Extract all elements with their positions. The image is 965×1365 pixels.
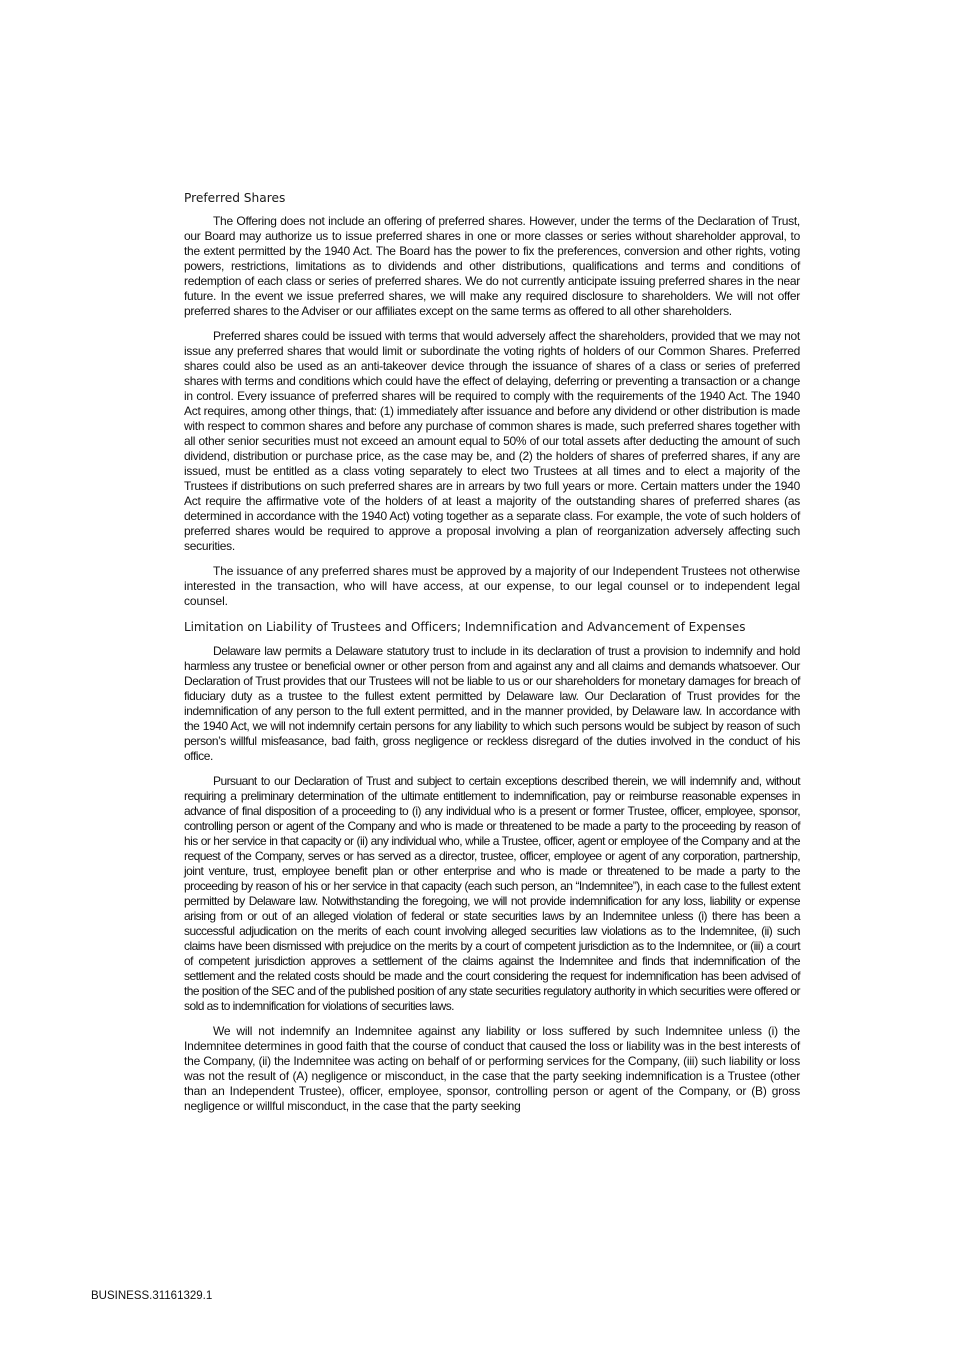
paragraph: Preferred shares could be issued with terms that would adversely affect the shareholders, provided that we may not issue any preferred shares that would limit or subordinate the voting rights of holders of our Common Shares. Preferred shares could also be used as an anti-takeover device through the issuance of shares of a class or series of preferred shares with terms and conditions which could have the effect of delaying, deferring or preventing a transaction or a change in control. Every issuance of preferred shares will be required to comply with the requirements of the 1940 Act. The 1940 Act requires, among other things, that: (1) immediately after issuance and before any dividend or other distribution is made with respect to common shares and before any purchase of common shares is made, such preferred shares together with all other senior securities must not exceed an amount equal to 50% of our total assets after deducting the amount of such dividend, distribution or purchase price, as the case may be, and (2) the holders of shares of preferred shares, if any are issued, must be entitled as a class voting separately to elect two Trustees at all times and to elect a majority of the Trustees if distributions on such preferred shares are in arrears by two full years or more. Certain matters under the 1940 Act require the affirmative vote of the holders of at least a majority of the outstanding shares of preferred shares (as determined in accordance with the 1940 Act) voting together as a separate class. For example, the vote of such holders of preferred shares would be required to approve a proposal involving a plan of reorganization adversely affecting such securities. <box>184 329 800 553</box>
paragraph: The issuance of any preferred shares must be approved by a majority of our Independent Trustees not otherwise interested in the transaction, who will have access, at our expense, to our legal counsel or to independent legal counsel. <box>184 564 800 608</box>
section-heading-limitation-on-liability: Limitation on Liability of Trustees and Officers; Indemnification and Advancement of Expenses <box>184 620 746 634</box>
paragraph: The Offering does not include an offering of preferred shares. However, under the terms of the Declaration of Trust, our Board may authorize us to issue preferred shares in one or more classes or series without shareholder approval, to the extent permitted by the 1940 Act. The Board has the power to fix the preferences, conversion and other rights, voting powers, restrictions, limitations as to dividends and other distributions, qualifications and terms and conditions of redemption of each class or series of preferred shares. We do not currently anticipate issuing preferred shares in the near future. In the event we issue preferred shares, we will make any required disclosure to shareholders. We will not offer preferred shares to the Adviser or our affiliates except on the same terms as offered to all other shareholders. <box>184 214 800 318</box>
paragraph: Pursuant to our Declaration of Trust and subject to certain exceptions described therein, we will indemnify and, without requiring a preliminary determination of the ultimate entitlement to indemnification, pay or reimburse reasonable expenses in advance of final disposition of a proceeding to (i) any individual who is a present or former Trustee, officer, employee, sponsor, controlling person or agent of the Company and who is made or threatened to be made a party to the proceeding by reason of his or her service in that capacity or (ii) any individual who, while a Trustee, officer, agent or employee of the Company and at the request of the Company, serves or has served as a director, trustee, officer, employee or agent of any corporation, partnership, joint venture, trust, employee benefit plan or other enterprise and who is made or threatened to be made a party to the proceeding by reason of his or her service in that capacity (each such person, an “Indemnitee”), in each case to the fullest extent permitted by Delaware law. Notwithstanding the foregoing, we will not provide indemnification for any loss, liability or expense arising from or out of an alleged violation of federal or state securities laws by an Indemnitee unless (i) there has been a successful adjudication on the merits of each count involving alleged securities law violations as to the Indemnitee, (ii) such claims have been dismissed with prejudice on the merits by a court of competent jurisdiction as to the Indemnitee, or (iii) a court of competent jurisdiction approves a settlement of the claims against the Indemnitee and finds that indemnification of the settlement and the related costs should be made and the court considering the request for indemnification has been advised of the position of the SEC and of the published position of any state securities regulatory authority in which securities were offered or sold as to indemnification for violations of securities laws. <box>184 774 800 1013</box>
document-body <box>184 190 800 1124</box>
paragraph: Delaware law permits a Delaware statutory trust to include in its declaration of trust a provision to indemnify and hold harmless any trustee or beneficial owner or other person from and against any and all claims and demands whatsoever. Our Declaration of Trust provides that our Trustees will not be liable to us or our shareholders for monetary damages for breach of fiduciary duty as a trustee to the fullest extent permitted by Delaware law. Our Declaration of Trust provides for the indemnification of any person to the full extent permitted, and in the manner provided, by Delaware law. In accordance with the 1940 Act, we will not indemnify certain persons for any liability to which such persons would be subject by reason of such person’s willful misfeasance, bad faith, gross negligence or reckless disregard of the duties involved in the conduct of his office. <box>184 644 800 763</box>
paragraph: We will not indemnify an Indemnitee against any liability or loss suffered by such Indemnitee unless (i) the Indemnitee determines in good faith that the course of conduct that caused the loss or liability was in the best interests of the Company, (ii) the Indemnitee was acting on behalf of or performing services for the Company, (iii) such liability or loss was not the result of (A) negligence or misconduct, in the case that the party seeking indemnification is a Trustee (other than an Independent Trustee), officer, employee, sponsor, controlling person or agent of the Company, or (B) gross negligence or willful misconduct, in the case that the party seeking <box>184 1024 800 1113</box>
section-heading-preferred-shares: Preferred Shares <box>184 191 286 205</box>
document-id-footer: BUSINESS.31161329.1 <box>91 1290 213 1302</box>
